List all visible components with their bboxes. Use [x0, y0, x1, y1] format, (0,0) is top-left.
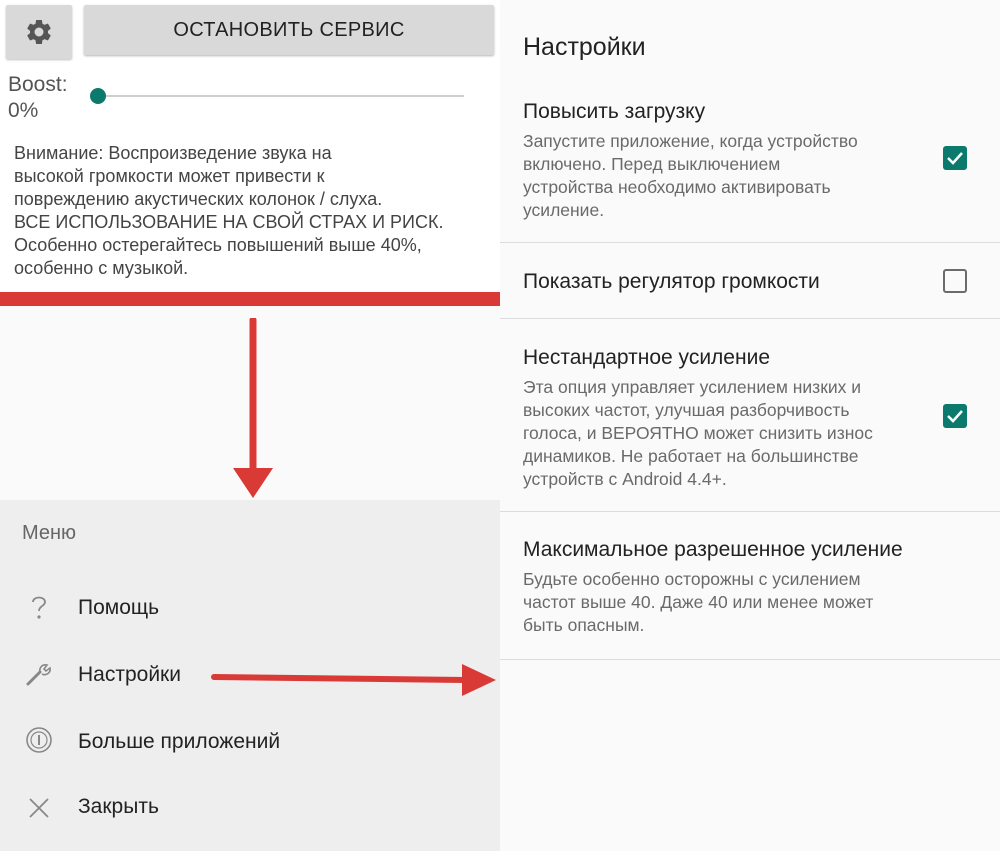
pref-summary-line: Будьте особенно осторожны с усилением — [523, 569, 861, 589]
pref-max-boost[interactable] — [500, 512, 1000, 660]
pref-summary — [523, 376, 873, 491]
custom-boost-checkbox[interactable] — [943, 404, 967, 428]
stop-service-button[interactable]: ОСТАНОВИТЬ СЕРВИС — [84, 5, 494, 55]
boost-label: Boost: — [8, 73, 68, 96]
boost-slider-thumb[interactable] — [90, 88, 106, 104]
wrench-icon — [24, 660, 54, 690]
help-icon — [24, 592, 54, 622]
warning-text — [14, 142, 484, 280]
pref-summary-line: динамиков. Не работает на большинстве — [523, 446, 859, 466]
warning-line: Особенно остерегайтесь повышений выше 40%, — [14, 235, 422, 255]
pref-boost-on-start[interactable] — [500, 90, 1000, 243]
menu-item-label: Помощь — [78, 596, 160, 619]
boost-value: 0% — [8, 99, 39, 122]
close-icon — [24, 793, 54, 823]
menu-item-label: Настройки — [78, 663, 181, 686]
warning-line: Внимание: Воспроизведение звука на — [14, 143, 332, 163]
warning-line: ВСЕ ИСПОЛЬЗОВАНИЕ НА СВОЙ СТРАХ И РИСК. — [14, 212, 444, 232]
pref-summary-line: включено. Перед выключением — [523, 154, 781, 174]
warning-bar — [0, 292, 500, 306]
pref-summary-line: Запустите приложение, когда устройство — [523, 131, 858, 151]
warning-line: повреждению акустических колонок / слуха. — [14, 189, 383, 209]
pref-title: Максимальное разрешенное усиление — [523, 538, 903, 561]
pref-summary-line: частот выше 40. Даже 40 или менее может — [523, 592, 874, 612]
down-arrow-annotation — [225, 318, 281, 500]
menu-item-more-apps[interactable] — [0, 713, 500, 769]
pref-summary-line: быть опасным. — [523, 615, 645, 635]
menu-item-label: Закрыть — [78, 795, 159, 818]
warning-line: высокой громкости может привести к — [14, 166, 325, 186]
settings-button[interactable] — [6, 5, 72, 59]
pref-summary-line: усиление. — [523, 200, 605, 220]
menu-item-label: Больше приложений — [78, 730, 281, 753]
pref-title: Повысить загрузку — [523, 100, 706, 123]
pref-title: Нестандартное усиление — [523, 346, 770, 369]
pref-summary-line: устройства необходимо активировать — [523, 177, 831, 197]
pref-summary-line: высоких частот, улучшая разборчивость — [523, 400, 850, 420]
menu-item-help[interactable] — [0, 580, 500, 636]
pref-title: Показать регулятор громкости — [523, 270, 820, 293]
page-title: Настройки — [523, 33, 646, 61]
pref-summary — [523, 568, 873, 637]
gear-icon — [24, 17, 54, 47]
boost-on-start-checkbox[interactable] — [943, 146, 967, 170]
checkmark-icon — [943, 146, 967, 170]
checkmark-icon — [943, 404, 967, 428]
pref-custom-boost[interactable] — [500, 319, 1000, 512]
pref-summary-line: устройств с Android 4.4+. — [523, 469, 727, 489]
show-volume-control-checkbox[interactable] — [943, 269, 967, 293]
boost-slider-track[interactable] — [98, 95, 464, 97]
pref-summary-line: Эта опция управляет усилением низких и — [523, 377, 862, 397]
pref-show-volume-control[interactable] — [500, 243, 1000, 319]
right-arrow-annotation — [210, 658, 500, 698]
menu-header: Меню — [22, 522, 77, 544]
info-icon — [24, 725, 54, 755]
pref-summary-line: голоса, и ВЕРОЯТНО может снизить износ — [523, 423, 873, 443]
menu-item-close[interactable] — [0, 780, 500, 836]
warning-line: особенно с музыкой. — [14, 258, 189, 278]
boost-controls-area — [0, 0, 500, 292]
pref-summary — [523, 130, 858, 222]
